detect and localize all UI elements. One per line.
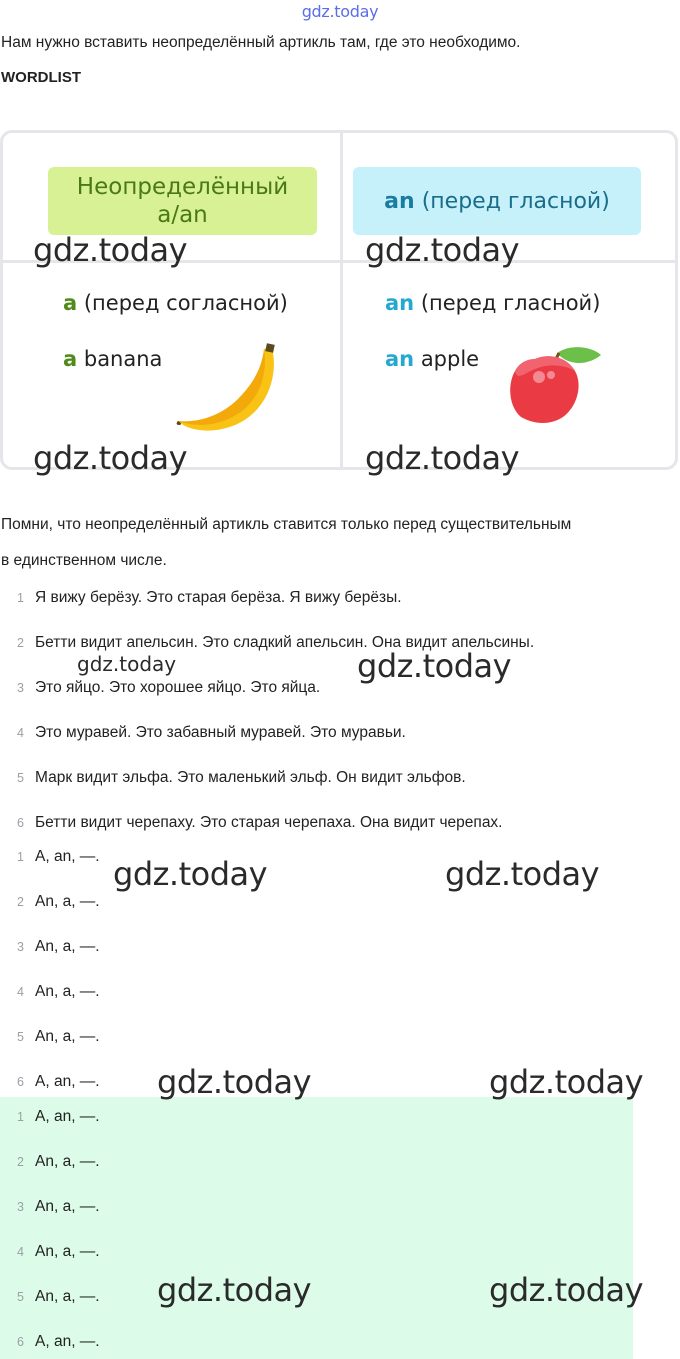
indefinite-article-chip [48,167,317,235]
answer-text: An, a, —. [35,1288,100,1305]
list-item [0,587,402,609]
item-number: 2 [17,636,24,650]
article-a: a [63,291,78,315]
answer-text: A, an, —. [35,1333,100,1350]
watermark: gdz.today [33,439,188,477]
answer-text: An, a, —. [35,893,100,910]
answer-number: 2 [17,895,24,909]
answer-number: 5 [17,1290,24,1304]
banana-icon [172,343,282,438]
answer-text: An, a, —. [35,1243,100,1260]
item-number: 4 [17,726,24,740]
example-article-an: an [385,347,415,371]
watermark: gdz.today [365,439,520,477]
example-word-banana: banana [83,347,163,371]
answer-number: 1 [17,850,24,864]
list-item [0,812,503,834]
watermark: gdz.today [113,855,268,893]
chip-line-1: Неопределённый [76,174,289,200]
list-item [0,767,466,789]
watermark: gdz.today [489,1063,644,1101]
answer-text: An, a, —. [35,1198,100,1215]
answer-number: 3 [17,940,24,954]
apple-icon [505,345,605,425]
answer-row [0,846,100,868]
card-divider-vertical [340,133,343,467]
example-word-apple: apple [420,347,480,371]
answer-highlight-block [0,1097,633,1359]
note-line-2: в единственном числе. [1,552,167,569]
answer-row [0,1026,100,1048]
answer-text: An, a, —. [35,1153,100,1170]
rule-a-consonant [63,291,288,315]
answer-text: An, a, —. [35,983,100,1000]
answer-text: A, an, —. [35,848,100,865]
wordlist-heading: WORDLIST [1,69,81,86]
item-number: 1 [17,591,24,605]
answer-number: 5 [17,1030,24,1044]
answer-number: 2 [17,1155,24,1169]
answer-row-highlighted [0,1151,100,1173]
example-article-a: a [63,347,78,371]
an-vowel-chip [353,167,641,235]
chip-article: an [384,188,415,214]
answer-text: A, an, —. [35,1073,100,1090]
answer-row [0,1071,100,1093]
answer-number: 4 [17,1245,24,1259]
answer-text: A, an, —. [35,1108,100,1125]
list-item [0,677,320,699]
list-item [0,632,534,654]
task-intro: Нам нужно вставить неопределённый артикль там, где это необходимо. [1,34,521,51]
rule-an-text: (перед гласной) [420,291,601,315]
answer-row [0,981,100,1003]
answer-text: An, a, —. [35,938,100,955]
item-number: 5 [17,771,24,785]
watermark: gdz.today [157,1063,312,1101]
item-text: Это муравей. Это забавный муравей. Это муравьи. [35,724,406,741]
answer-number: 4 [17,985,24,999]
article-an: an [385,291,415,315]
note-line-1: Помни, что неопределённый артикль ставится только перед существительным [1,516,572,533]
item-text: Бетти видит апельсин. Это сладкий апельсин. Она видит апельсины. [35,634,535,651]
card-divider-horizontal [3,260,675,263]
example-an-apple [385,347,479,371]
rule-a-text: (перед согласной) [83,291,288,315]
watermark: gdz.today [33,231,188,269]
item-text: Я вижу берёзу. Это старая берёза. Я вижу берёзы. [35,589,402,606]
watermark: gdz.today [157,1271,312,1309]
watermark: gdz.today [357,647,512,685]
answer-row [0,936,100,958]
watermark: gdz.today [445,855,600,893]
answer-text: An, a, —. [35,1028,100,1045]
watermark: gdz.today [77,652,177,676]
answer-number: 6 [17,1335,24,1349]
item-number: 3 [17,681,24,695]
answer-number: 6 [17,1075,24,1089]
answer-number: 3 [17,1200,24,1214]
watermark: gdz.today [365,231,520,269]
list-item [0,722,406,744]
answer-row-highlighted [0,1241,100,1263]
item-number: 6 [17,816,24,830]
chip-rule: (перед гласной) [421,188,610,214]
item-text: Марк видит эльфа. Это маленький эльф. Он видит эльфов. [35,769,466,786]
item-text: Бетти видит черепаху. Это старая черепаха. Она видит черепах. [35,814,503,831]
site-link[interactable]: gdz.today [301,2,379,21]
answer-row-highlighted [0,1331,100,1353]
answer-row-highlighted [0,1286,100,1308]
rule-an-vowel [385,291,600,315]
answer-row-highlighted [0,1106,100,1128]
answer-row-highlighted [0,1196,100,1218]
answer-row [0,891,100,913]
chip-line-2: a/an [157,202,208,228]
watermark: gdz.today [489,1271,644,1309]
item-text: Это яйцо. Это хорошее яйцо. Это яйца. [35,679,321,696]
answer-number: 1 [17,1110,24,1124]
example-a-banana [63,347,162,371]
